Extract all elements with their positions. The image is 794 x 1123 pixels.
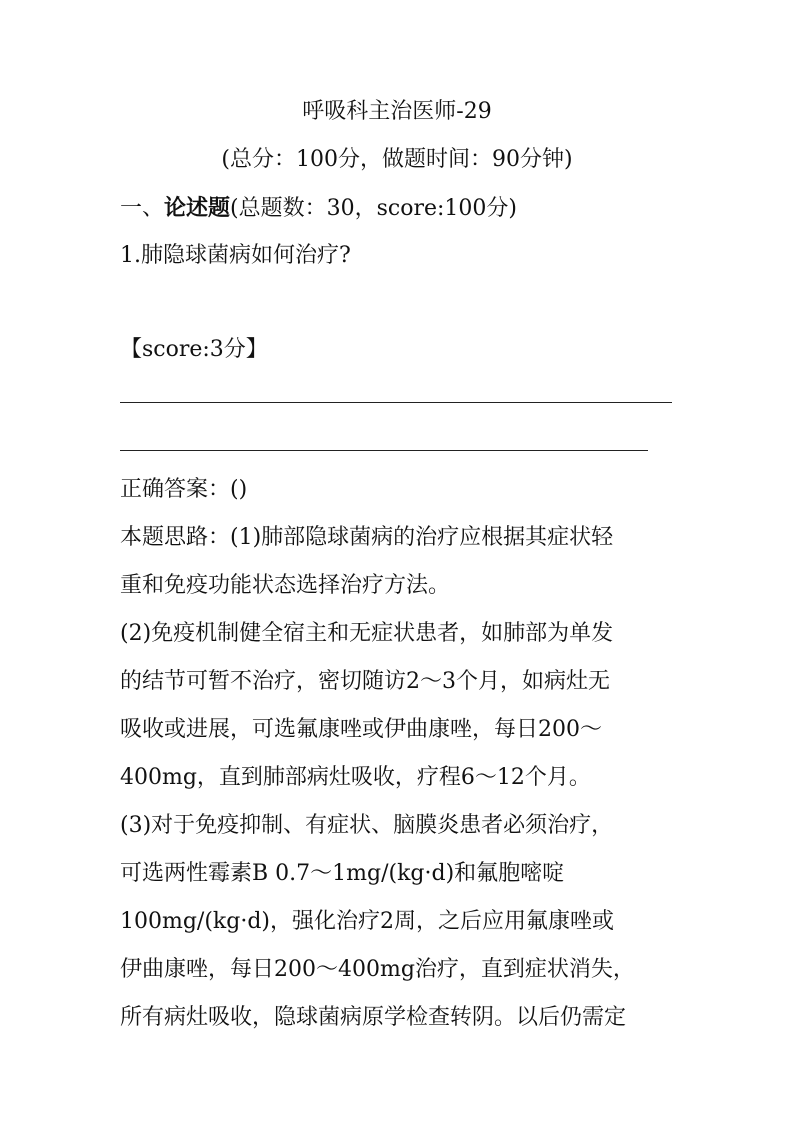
explanation-line: 吸收或进展，可选氟康唑或伊曲康唑，每日200～ (120, 717, 602, 742)
section-info: (总题数：30，score:100分) (230, 196, 517, 221)
section-heading (120, 194, 517, 223)
question-score: 【score:3分】 (120, 337, 268, 362)
explanation-line: (3)对于免疫抑制、有症状、脑膜炎患者必须治疗， (120, 813, 614, 838)
question-text: 1.肺隐球菌病如何治疗? (120, 243, 351, 268)
explanation-line: 可选两性霉素B 0.7～1mg/(kg·d)和氟胞嘧啶 (120, 861, 565, 886)
section-prefix: 一、 (120, 196, 165, 221)
explanation-line: 400mg，直到肺部病灶吸收，疗程6～12个月。 (120, 765, 591, 790)
explanation-line: 伊曲康唑，每日200～400mg治疗，直到症状消失， (120, 957, 635, 982)
explanation-line: 的结节可暂不治疗，密切随访2～3个月，如病灶无 (120, 669, 610, 694)
explanation-line: 100mg/(kg·d)，强化治疗2周，之后应用氟康唑或 (120, 909, 615, 934)
explanation-line: 重和免疫功能状态选择治疗方法。 (120, 573, 451, 598)
explanation-line: 本题思路：(1)肺部隐球菌病的治疗应根据其症状轻 (120, 525, 614, 550)
explanation-line: (2)免疫机制健全宿主和无症状患者，如肺部为单发 (120, 621, 614, 646)
document-title: 呼吸科主治医师-29 (302, 99, 492, 124)
answer-line (120, 402, 672, 403)
section-name: 论述题 (164, 195, 231, 221)
answer-line (120, 450, 648, 451)
document-subtitle: (总分：100分，做题时间：90分钟) (221, 147, 573, 172)
answer-label: 正确答案：() (120, 477, 248, 502)
explanation-line: 所有病灶吸收，隐球菌病原学检查转阴。以后仍需定 (120, 1005, 627, 1030)
